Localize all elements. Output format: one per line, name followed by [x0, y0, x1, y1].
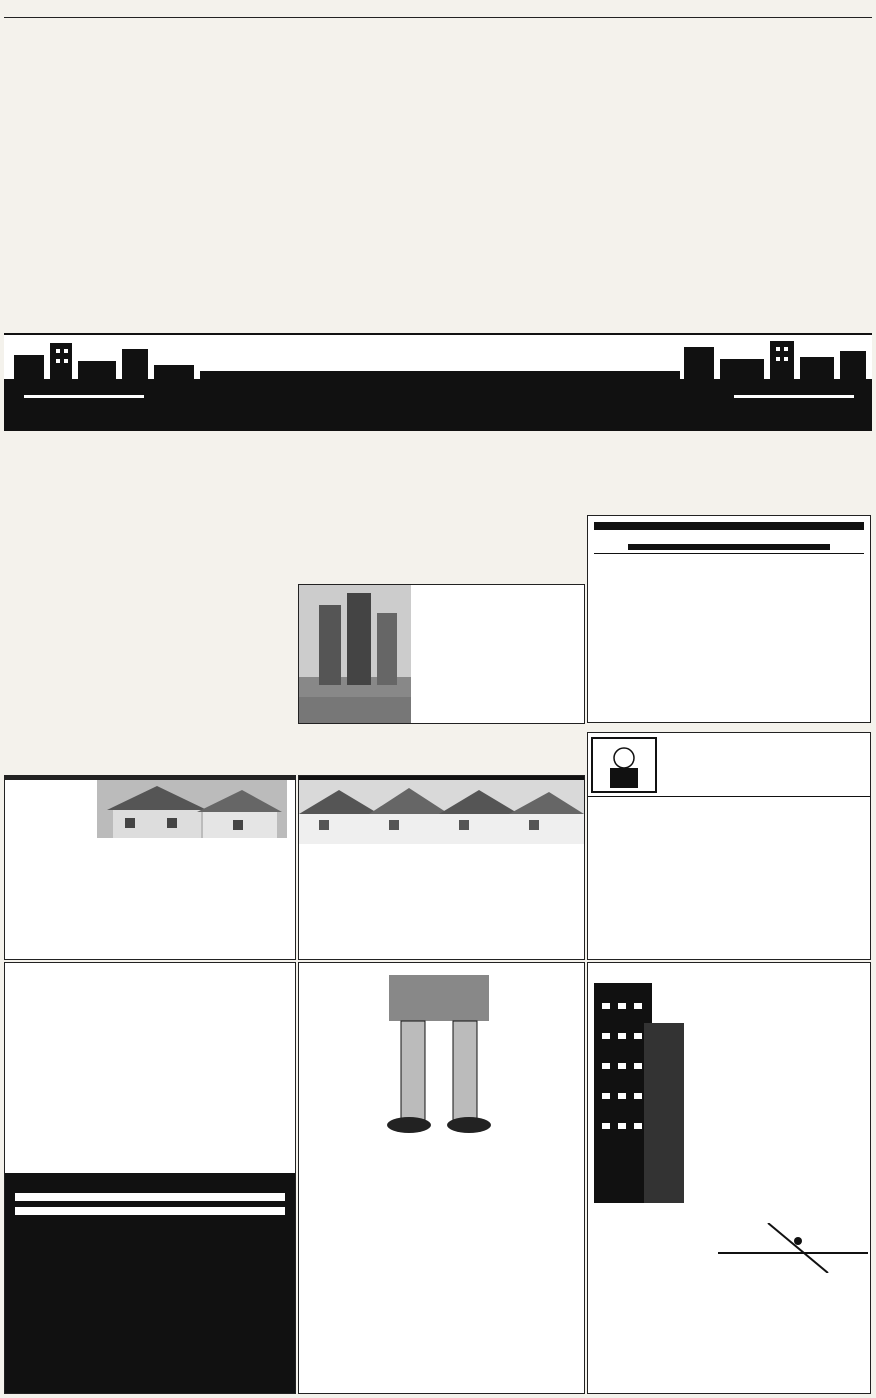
mansfield-brand [628, 544, 830, 550]
country-headline [299, 963, 584, 975]
banner-title [204, 361, 674, 411]
silverbrooke-features [5, 1173, 295, 1193]
willow-park-ad [587, 732, 871, 960]
riverfront-towers-photo [299, 585, 411, 723]
mansfield-manor-ad [587, 515, 871, 723]
riverfront-ad [298, 584, 585, 724]
classified-title [594, 522, 864, 530]
country-corner-ad [298, 962, 585, 1394]
classified-body [588, 536, 870, 540]
top-classified-columns [4, 20, 872, 332]
masthead [4, 2, 872, 18]
claymoor-building-illustration [588, 963, 688, 1223]
boxed-person-illustration [588, 734, 660, 796]
silverbrooke-brand [15, 1193, 285, 1201]
claymoor-map [588, 1223, 870, 1273]
legs-illustration [299, 975, 584, 1145]
mansfield-footer [594, 553, 864, 555]
silverbrooke-villa-ad [4, 962, 296, 1394]
apartments-banner [4, 333, 872, 431]
claymoor-ad [587, 962, 871, 1394]
silverbrooke-headline [19, 1010, 281, 1075]
silverbrooke-phone [15, 1207, 285, 1215]
wexford-ad [298, 775, 585, 960]
townhouse-photo [97, 780, 287, 838]
willow-park-amenities [588, 803, 870, 807]
wexford-townhomes-photo [299, 780, 584, 844]
westbury-village-ad [4, 775, 296, 960]
